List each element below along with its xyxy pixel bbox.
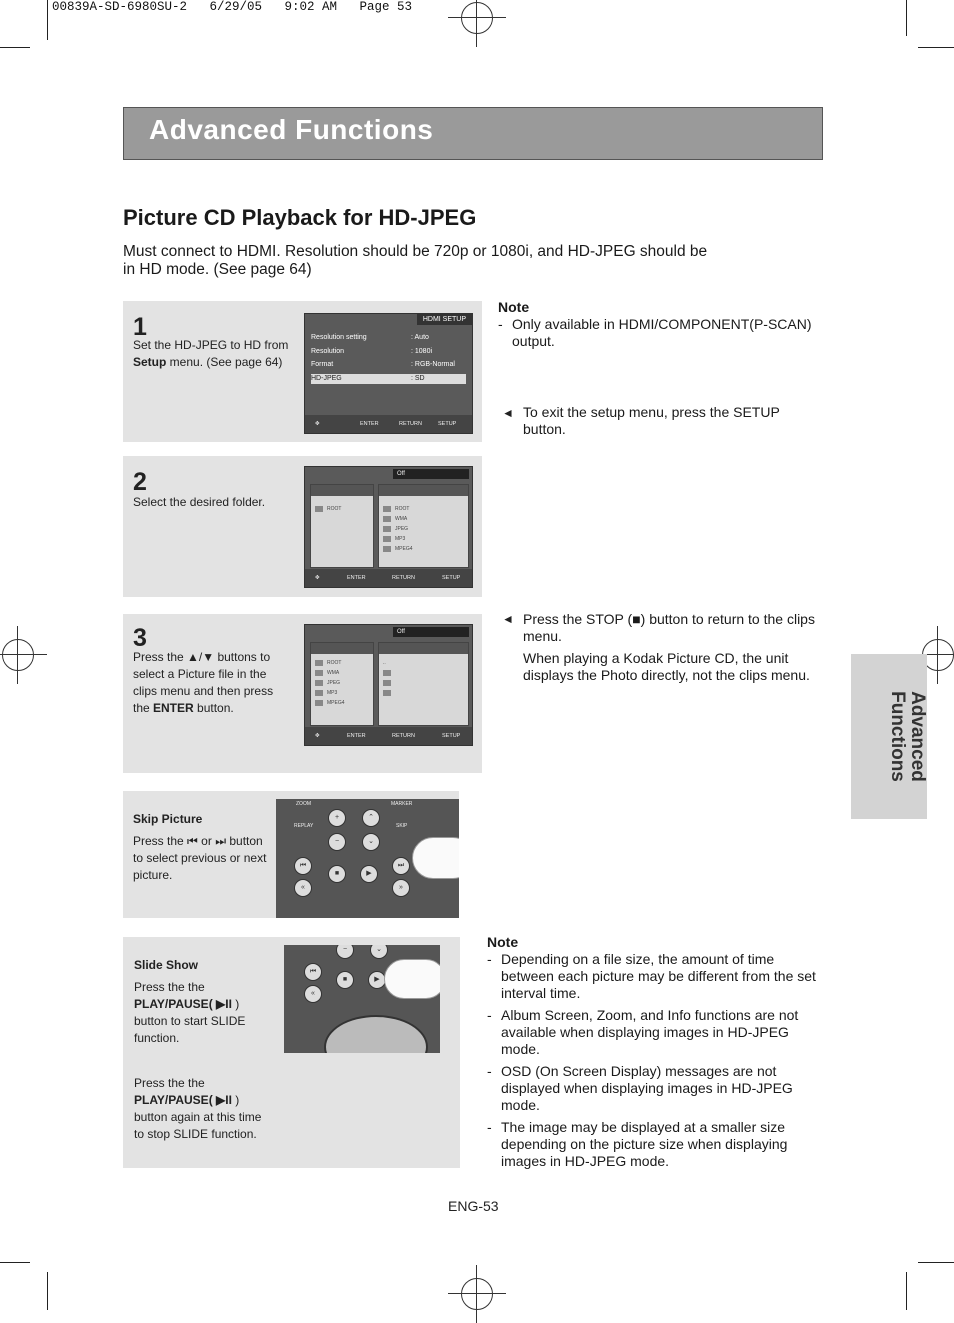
note-item — [487, 1007, 827, 1059]
registration-mark — [461, 1278, 493, 1310]
step-panel-1 — [123, 301, 482, 442]
play-pause-icon: ▶II — [216, 997, 232, 1011]
step-text-a: Press the ▲/▼ buttons to select a Picture file in the clips menu and then press the — [133, 650, 274, 715]
folder-pane-right — [378, 484, 469, 568]
folder-label: MP3 — [327, 690, 338, 696]
osd-row — [311, 360, 466, 370]
folder-item — [383, 505, 409, 513]
step-text — [133, 649, 283, 717]
osd-row — [311, 333, 466, 343]
folder-item — [383, 545, 413, 553]
chapter-header — [123, 107, 823, 160]
remote-illustration — [276, 799, 459, 918]
skip-picture-title: Skip Picture — [133, 812, 203, 826]
note-item — [487, 1119, 827, 1171]
folder-item — [315, 699, 345, 707]
tip-stop-text: Press the STOP (■) button to return to the clips menu. — [523, 611, 815, 644]
skip-picture-text — [133, 833, 273, 884]
play-pause-icon: ▶ — [368, 971, 386, 989]
note-text: OSD (On Screen Display) messages are not displayed when displaying images in HD-JPEG mode. — [501, 1063, 793, 1113]
slide-stop-a: Press the the — [134, 1076, 205, 1090]
bullet-dash: - — [498, 316, 503, 332]
clips-menu-screen — [304, 624, 473, 746]
folder-label: ROOT — [395, 506, 410, 512]
skip-or: or — [197, 834, 216, 848]
osd-value: : Auto — [411, 334, 429, 341]
status-off: Off — [397, 629, 405, 635]
folder-item — [315, 505, 341, 513]
folder-item — [383, 525, 408, 533]
step-text-bold: Setup — [133, 355, 167, 369]
crop-mark — [47, 0, 48, 40]
osd-label: Resolution — [311, 348, 345, 355]
return-hint: RETURN — [392, 575, 415, 581]
folder-item — [315, 669, 339, 677]
skip-next-icon: ⏭ — [215, 834, 226, 848]
bullet-dash: - — [487, 1063, 492, 1079]
pane-header — [379, 643, 468, 654]
forward-icon: » — [392, 879, 410, 897]
enter-hint: ENTER — [360, 421, 379, 427]
rewind-icon: « — [294, 879, 312, 897]
note-text: Album Screen, Zoom, and Info functions are not available when displaying images in HD-JPEG mode. — [501, 1007, 799, 1057]
folder-label: ROOT — [327, 660, 342, 666]
next-icon: ⏭ — [392, 857, 410, 875]
clip-item — [383, 669, 395, 677]
registration-mark — [461, 2, 493, 34]
note-text: Only available in HDMI/COMPONENT(P-SCAN) output. — [512, 316, 812, 349]
clip-item — [383, 659, 386, 667]
marker-label: MARKER — [391, 801, 413, 807]
plus-button: + — [328, 809, 346, 827]
osd-label: Resolution setting — [311, 334, 367, 341]
side-tab — [851, 654, 927, 819]
folder-pane-left — [310, 642, 374, 726]
osd-row — [311, 347, 466, 357]
pane-header — [379, 485, 468, 496]
stop-icon: ■ — [336, 971, 354, 989]
enter-hint: ENTER — [347, 575, 366, 581]
setup-hint: SETUP — [442, 733, 461, 739]
clip-item — [383, 679, 395, 687]
crop-mark — [906, 0, 907, 36]
folder-item-selected — [315, 679, 340, 687]
down-button: ⌄ — [362, 833, 380, 851]
page-number: ENG-53 — [448, 1198, 499, 1214]
slide-stop-text — [134, 1075, 274, 1143]
folder-label: WMA — [327, 670, 340, 676]
folder-label: ROOT — [327, 506, 342, 512]
finger-illustration — [384, 959, 440, 999]
chapter-title: Advanced Functions — [149, 114, 434, 145]
pane-header — [311, 643, 373, 654]
note-item — [487, 1063, 827, 1115]
zoom-label: ZOOM — [296, 801, 311, 807]
nav-arrows-icon: ✥ — [315, 421, 320, 427]
folder-menu-screen — [304, 466, 473, 588]
slide-stop-b: button again at this time to stop SLIDE function. — [134, 1110, 262, 1141]
pane-header — [311, 485, 373, 496]
minus-button: − — [336, 945, 354, 959]
bullet-dash: - — [487, 1007, 492, 1023]
nav-arrows-icon: ✥ — [315, 733, 320, 739]
skip-text-b: button to select previous or next picture. — [133, 834, 267, 882]
prev-icon: ⏮ — [294, 857, 312, 875]
bullet-dash: - — [487, 1119, 492, 1135]
status-off: Off — [397, 471, 405, 477]
folder-item — [383, 515, 407, 523]
skip-prev-icon: ⏮ — [187, 834, 198, 848]
osd-footer — [305, 415, 472, 433]
osd-label: Format — [311, 361, 334, 368]
crop-mark — [0, 47, 30, 48]
nav-arrows-icon: ✥ — [315, 575, 320, 581]
dial-illustration — [324, 1015, 428, 1053]
slide-show-title: Slide Show — [134, 958, 199, 972]
folder-item — [315, 689, 337, 697]
step-number: 3 — [133, 624, 147, 652]
status-bar — [393, 469, 469, 479]
slide-start-b: button to start SLIDE function. — [134, 1014, 246, 1045]
prev-icon: ⏮ — [304, 963, 322, 981]
crop-mark — [0, 1262, 30, 1263]
skip-picture-panel — [123, 791, 459, 918]
tip-kodak-text: When playing a Kodak Picture CD, the unit displays the Photo directly, not the clips menu. — [523, 650, 810, 683]
replay-label: REPLAY — [294, 823, 314, 829]
skip-text-a: Press the — [133, 834, 188, 848]
crop-mark — [918, 1262, 954, 1263]
return-hint: RETURN — [399, 421, 422, 427]
intro-text: Must connect to HDMI. Resolution should be 720p or 1080i, and HD-JPEG should be in HD mode. (See page 64) — [123, 243, 708, 278]
slide-show-panel — [123, 937, 460, 1168]
remote-illustration — [284, 945, 440, 1053]
minus-button: − — [328, 833, 346, 851]
clip-item — [383, 689, 395, 697]
hdmi-setup-screen — [304, 313, 473, 434]
folder-label: MP3 — [395, 536, 406, 542]
step-text-b: menu. (See page 64) — [166, 355, 283, 369]
note-heading: Note — [498, 299, 530, 315]
step-number: 2 — [133, 468, 147, 496]
note-heading: Note — [487, 934, 519, 950]
step-text-a: Set the HD-JPEG to HD from — [133, 338, 289, 352]
side-tab-label: Advanced Functions — [887, 691, 928, 782]
folder-label: MPEG4 — [395, 546, 413, 552]
paren-close: ) — [231, 997, 240, 1011]
note-item — [498, 316, 823, 352]
setup-hint: SETUP — [442, 575, 461, 581]
note-item — [487, 951, 827, 1003]
folder-pane-left — [310, 484, 374, 568]
print-header: 00839A-SD-6980SU-2 6/29/05 9:02 AM Page 53 — [52, 0, 413, 14]
play-pause-label: PLAY/PAUSE( — [134, 1093, 213, 1107]
step-text — [133, 337, 298, 371]
folder-item — [315, 659, 341, 667]
down-button: ⌄ — [370, 945, 388, 959]
step-text-bold: ENTER — [153, 701, 194, 715]
osd-row-selected — [311, 374, 466, 384]
osd-footer — [305, 727, 472, 745]
crop-mark — [906, 1272, 907, 1310]
skip-label: SKIP — [396, 823, 408, 829]
osd-value: : 1080i — [411, 348, 433, 355]
folder-item — [383, 535, 405, 543]
note-text: The image may be displayed at a smaller size depending on the picture size when displaying images in HD-JPEG mode. — [501, 1119, 788, 1169]
section-title: Picture CD Playback for HD-JPEG — [123, 205, 477, 230]
osd-value: : SD — [411, 375, 425, 382]
folder-label: WMA — [395, 516, 408, 522]
osd-label: HD-JPEG — [311, 375, 342, 382]
bullet-dash: - — [487, 951, 492, 967]
tip-exit-text: To exit the setup menu, press the SETUP button. — [523, 404, 780, 437]
setup-hint: SETUP — [438, 421, 457, 427]
step-text-b: button. — [193, 701, 234, 715]
folder-label: JPEG — [395, 526, 409, 532]
note-text: Depending on a file size, the amount of time between each picture may be different from the set interval time. — [501, 951, 816, 1001]
osd-footer — [305, 569, 472, 587]
clip-label: .. — [383, 660, 386, 666]
up-button: ⌃ — [362, 809, 380, 827]
step-number: 1 — [133, 313, 147, 341]
osd-title: HDMI SETUP — [417, 314, 472, 325]
pointer-icon: ◄ — [502, 406, 514, 420]
clips-pane-right — [378, 642, 469, 726]
play-pause-icon: ▶II — [216, 1093, 232, 1107]
paren-close: ) — [231, 1093, 240, 1107]
step-panel-3 — [123, 614, 482, 773]
slide-start-text — [134, 979, 274, 1047]
return-hint: RETURN — [392, 733, 415, 739]
registration-mark — [2, 639, 34, 671]
crop-mark — [47, 1272, 48, 1310]
slide-start-a: Press the the — [134, 980, 205, 994]
folder-label: MPEG4 — [327, 700, 345, 706]
step-text: Select the desired folder. — [133, 495, 266, 509]
pointer-icon: ◄ — [502, 612, 514, 626]
step-panel-2 — [123, 456, 482, 597]
enter-hint: ENTER — [347, 733, 366, 739]
status-bar — [393, 627, 469, 637]
osd-value: : RGB-Normal — [411, 361, 455, 368]
finger-illustration — [412, 837, 459, 879]
play-pause-label: PLAY/PAUSE( — [134, 997, 213, 1011]
play-pause-icon: ▶ — [360, 865, 378, 883]
stop-icon: ■ — [328, 865, 346, 883]
crop-mark — [918, 47, 954, 48]
rewind-icon: « — [304, 985, 322, 1003]
folder-label: JPEG — [327, 680, 341, 686]
